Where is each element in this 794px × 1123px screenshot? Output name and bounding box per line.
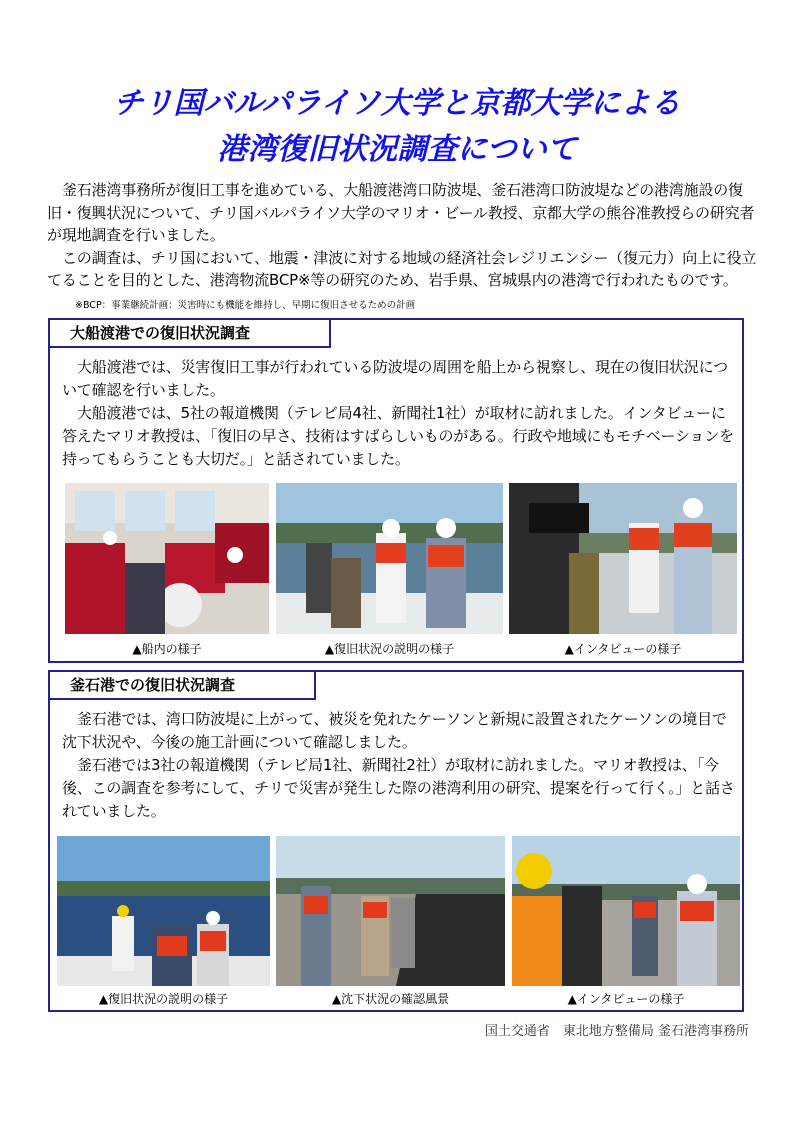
- caption-inside-boat: ▲船内の様子: [132, 642, 202, 656]
- footer-organization: 国土交通省 東北地方整備局 釜石港湾事務所: [484, 1024, 749, 1039]
- ofunato-paragraph-2: 大船渡港では、5社の報道機関（テレビ局4社、新聞社1社）が取材に訪れました。インタビューに答えたマリオ教授は、「復旧の早さ、技術はすばらしいものがある。行政や地域にもモチベーションを持ってもらうことも大切だ。」と話されていました。: [62, 404, 734, 468]
- caption-subsidence-check: ▲沈下状況の確認風景: [331, 992, 450, 1006]
- photo-interview-kamaishi: [512, 836, 740, 986]
- photo-inside-boat: [65, 483, 269, 634]
- intro-paragraph-1: 釜石港湾事務所が復旧工事を進めている、大船渡港湾口防波堤、釜石港湾口防波堤などの港湾施設の復旧・復興状況について、チリ国バルパライソ大学のマリオ・ビール教授、京都大学の熊谷准教授らの研究者が現地調査を行いました。: [47, 181, 755, 244]
- photo-interview-ofunato: [509, 483, 737, 634]
- caption-interview-1: ▲インタビューの様子: [564, 642, 682, 656]
- caption-interview-2: ▲インタビューの様子: [567, 992, 685, 1006]
- bcp-footnote: ※BCP：事業継続計画：災害時にも機能を維持し、早期に復旧させるための計画: [75, 299, 416, 311]
- intro: [47, 179, 757, 317]
- ofunato-section-text: [62, 356, 738, 471]
- ofunato-paragraph-1: 大船渡港では、災害復旧工事が行われている防波堤の周囲を船上から視察し、現在の復旧状況について確認を行いました。: [62, 358, 728, 399]
- caption-recovery-explanation-2: ▲復旧状況の説明の様子: [98, 992, 229, 1006]
- page-title-line2: 港湾復旧状況調査について: [217, 132, 577, 167]
- ofunato-section-heading: 大船渡港での復旧状況調査: [48, 318, 331, 348]
- kamaishi-paragraph-2: 釜石港では3社の報道機関（テレビ局1社、新聞社2社）が取材に訪れました。マリオ教授は、「今後、この調査を参考にして、チリで災害が発生した際の港湾利用の研究、提案を行って行く。」と話されていました。: [62, 756, 735, 820]
- caption-recovery-explanation-1: ▲復旧状況の説明の様子: [324, 642, 455, 656]
- photo-subsidence-check: [276, 836, 505, 986]
- kamaishi-paragraph-1: 釜石港では、湾口防波堤に上がって、被災を免れたケーソンと新規に設置されたケーソンの境目で沈下状況や、今後の施工計画について確認しました。: [62, 710, 727, 751]
- kamaishi-section-text: [62, 708, 738, 823]
- photo-recovery-explanation-boat: [276, 483, 503, 634]
- page-title-line1: チリ国バルパライソ大学と京都大学による: [113, 86, 681, 121]
- kamaishi-section-heading: 釜石港での復旧状況調査: [48, 670, 316, 700]
- photo-recovery-explanation-kamaishi: [57, 836, 270, 986]
- intro-paragraph-2-text: この調査は、チリ国において、地震・津波に対する地域の経済社会レジリエンシー（復元力）向上に役立てることを目的とした、港湾物流BCP※等の研究のため、岩手県、宮城県内の港湾で行われたものです。: [47, 248, 757, 289]
- intro-paragraph-2: [47, 247, 757, 318]
